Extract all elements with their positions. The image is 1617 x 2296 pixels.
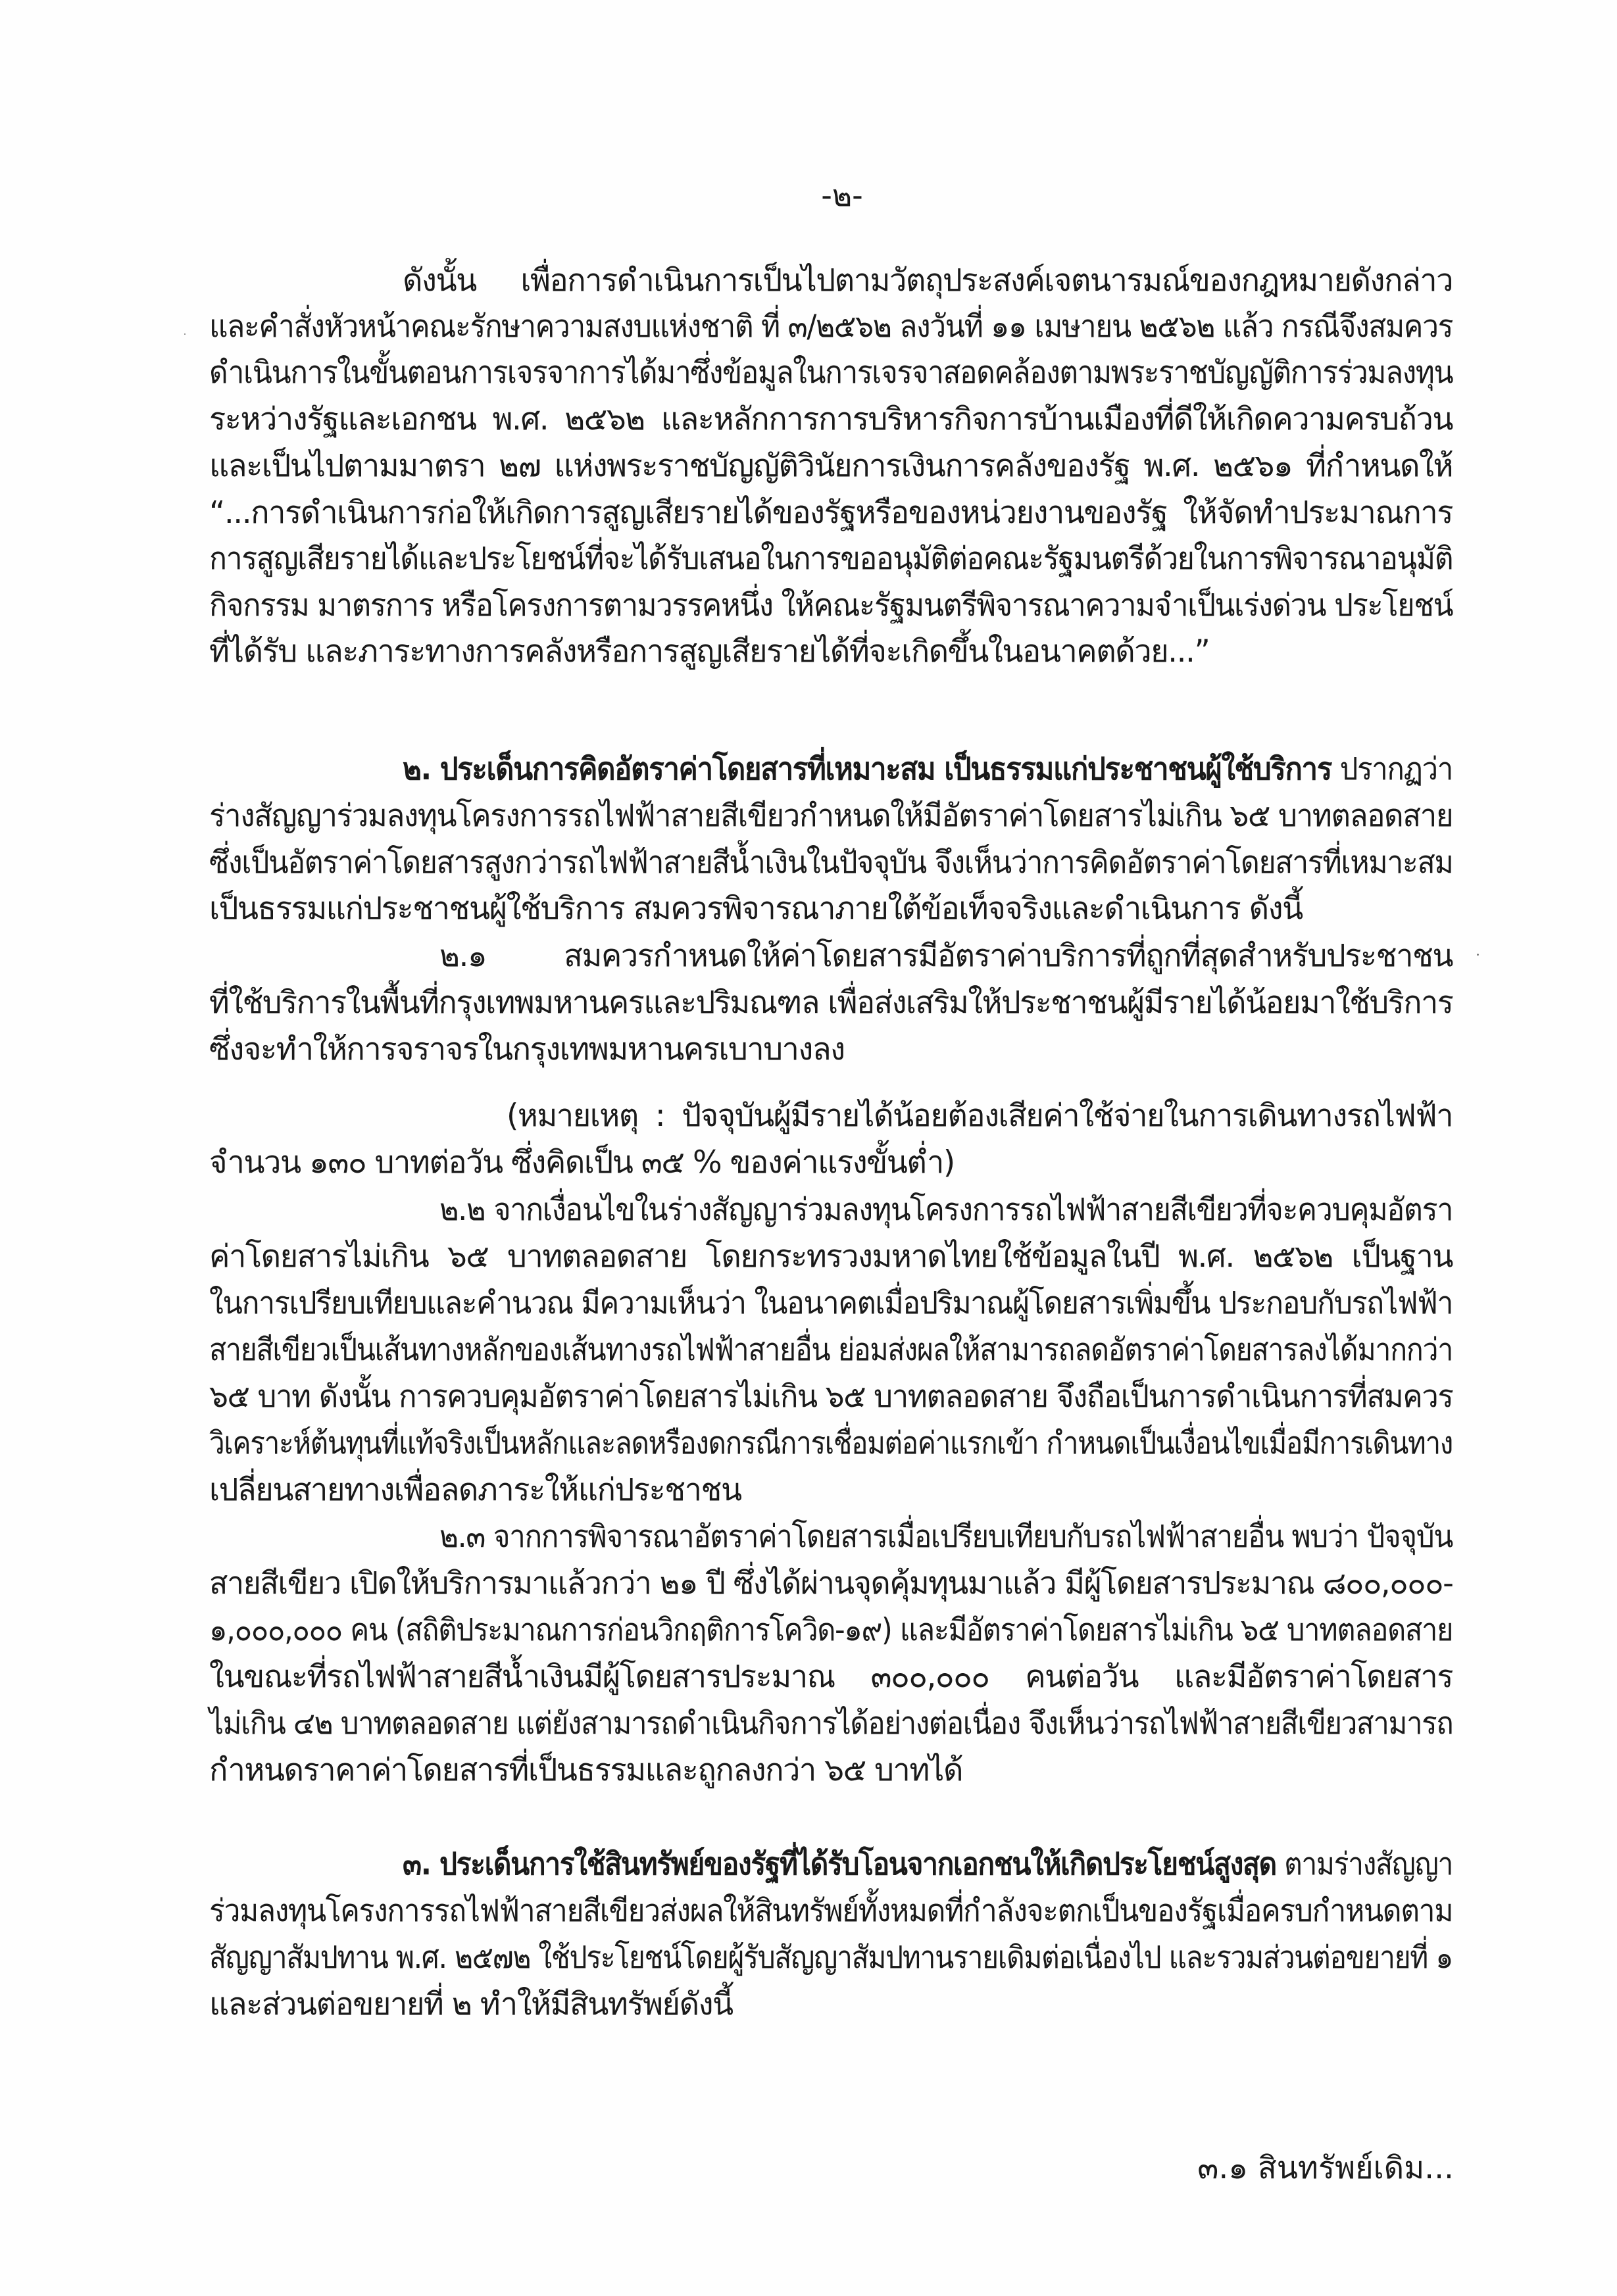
section-heading-rest: ปรากฏว่า — [1331, 751, 1453, 787]
text-line: ดำเนินการในขั้นตอนการเจรจาการได้มาซึ่งข้อมูลในการเจรจาสอดคล้องตามพระราชบัญญัติการร่วมลงทุน — [209, 354, 1453, 391]
quote-line: การสูญเสียรายได้และประโยชน์ที่จะได้รับเสนอในการขออนุมัติต่อคณะรัฐมนตรีด้วยในการพิจารณาอนุมัติ — [209, 541, 1453, 577]
text-line: ๖๕ บาท ดังนั้น การควบคุมอัตราค่าโดยสารไม่เกิน ๖๕ บาทตลอดสาย จึงถือเป็นการดำเนินการที่สมควร — [209, 1379, 1453, 1415]
text-line: สายสีเขียวเป็นเส้นทางหลักของเส้นทางรถไฟฟ้าสายอื่น ย่อมส่งผลให้สามารถลดอัตราค่าโดยสารลงได้มากกว่า — [209, 1332, 1453, 1368]
section-heading-rest: ตามร่างสัญญา — [1276, 1846, 1453, 1882]
quote-line: กิจกรรม มาตรการ หรือโครงการตามวรรคหนึ่ง ให้คณะรัฐมนตรีพิจารณาความจำเป็นเร่งด่วน ประโยชน์ — [209, 587, 1453, 623]
text-line: สายสีเขียว เปิดให้บริการมาแล้วกว่า ๒๑ ปี ซึ่งได้ผ่านจุดคุ้มทุนมาแล้ว มีผู้โดยสารประมาณ ๘๐๐,๐๐๐- — [209, 1565, 1453, 1601]
text-line: ในการเปรียบเทียบและคำนวณ มีความเห็นว่า ในอนาคตเมื่อปริมาณผู้โดยสารเพิ่มขึ้น ประกอบกับรถไฟฟ้า — [209, 1285, 1453, 1321]
subsection-line: ๒.๒ จากเงื่อนไขในร่างสัญญาร่วมลงทุนโครงการรถไฟฟ้าสายสีเขียวที่จะควบคุมอัตรา — [439, 1192, 1453, 1228]
text-line: ในขณะที่รถไฟฟ้าสายสีน้ำเงินมีผู้โดยสารประมาณ ๓๐๐,๐๐๐ คนต่อวัน และมีอัตราค่าโดยสาร — [209, 1659, 1453, 1695]
text-line: ซึ่งเป็นอัตราค่าโดยสารสูงกว่ารถไฟฟ้าสายสีน้ำเงินในปัจจุบัน จึงเห็นว่าการคิดอัตราค่าโดยสารที่เหมาะสม — [209, 844, 1453, 881]
quote-line: ที่ได้รับ และภาระทางการคลังหรือการสูญเสียรายได้ที่จะเกิดขึ้นในอนาคตด้วย...” — [209, 633, 1210, 670]
note-line: (หมายเหตุ : ปัจจุบันผู้มีรายได้น้อยต้องเสียค่าใช้จ่ายในการเดินทางรถไฟฟ้า — [507, 1098, 1453, 1134]
text-line: เป็นธรรมแก่ประชาชนผู้ใช้บริการ สมควรพิจารณาภายใต้ข้อเท็จจริงและดำเนินการ ดังนี้ — [209, 891, 1303, 927]
text-line: และส่วนต่อขยายที่ ๒ ทำให้มีสินทรัพย์ดังนี้ — [209, 1986, 733, 2022]
subsection-line: ๒.๓ จากการพิจารณาอัตราค่าโดยสารเมื่อเปรียบเทียบกับรถไฟฟ้าสายอื่น พบว่า ปัจจุบัน — [439, 1519, 1453, 1555]
text-line: ซึ่งจะทำให้การจราจรในกรุงเทพมหานครเบาบางลง — [209, 1031, 845, 1067]
text-line: ค่าโดยสารไม่เกิน ๖๕ บาทตลอดสาย โดยกระทรวงมหาดไทยใช้ข้อมูลในปี พ.ศ. ๒๕๖๒ เป็นฐาน — [209, 1238, 1453, 1275]
text-line: ไม่เกิน ๔๒ บาทตลอดสาย แต่ยังสามารถดำเนินกิจการได้อย่างต่อเนื่อง จึงเห็นว่ารถไฟฟ้าสายสีเขียวสามารถ — [209, 1705, 1453, 1742]
text-line: ร่วมลงทุนโครงการรถไฟฟ้าสายสีเขียวส่งผลให้สินทรัพย์ทั้งหมดที่กำลังจะตกเป็นของรัฐเมื่อครบกำหนดตาม — [209, 1893, 1453, 1929]
scan-artifact — [184, 333, 186, 335]
text-line: และเป็นไปตามมาตรา ๒๗ แห่งพระราชบัญญัติวินัยการเงินการคลังของรัฐ พ.ศ. ๒๕๖๑ ที่กำหนดให้ — [209, 448, 1453, 484]
text-line: ๑,๐๐๐,๐๐๐ คน (สถิติประมาณการก่อนวิกฤติการโควิด-๑๙) และมีอัตราค่าโดยสารไม่เกิน ๖๕ บาทตลอดสาย — [209, 1612, 1453, 1648]
scan-artifact — [1477, 954, 1479, 956]
page-number: -๒- — [821, 178, 863, 213]
text-line: สัญญาสัมปทาน พ.ศ. ๒๕๗๒ ใช้ประโยชน์โดยผู้รับสัญญาสัมปทานรายเดิมต่อเนื่องไป และรวมส่วนต่อขยายที่ ๑ — [209, 1940, 1453, 1976]
section-title: ๓. ประเด็นการใช้สินทรัพย์ของรัฐที่ได้รับโอนจากเอกชนให้เกิดประโยชน์สูงสุด — [403, 1846, 1276, 1882]
text-line: ระหว่างรัฐและเอกชน พ.ศ. ๒๕๖๒ และหลักการการบริหารกิจการบ้านเมืองที่ดีให้เกิดความครบถ้วน — [209, 401, 1453, 437]
section-heading — [403, 1842, 1453, 1888]
text-line: กำหนดราคาค่าโดยสารที่เป็นธรรมและถูกลงกว่า ๖๕ บาทได้ — [209, 1752, 962, 1788]
text-line: ร่างสัญญาร่วมลงทุนโครงการรถไฟฟ้าสายสีเขียวกำหนดให้มีอัตราค่าโดยสารไม่เกิน ๖๕ บาทตลอดสาย — [209, 798, 1453, 834]
continuation-footer: ๓.๑ สินทรัพย์เดิม... — [1197, 2150, 1454, 2186]
text-line: วิเคราะห์ต้นทุนที่แท้จริงเป็นหลักและลดหรืองดกรณีการเชื่อมต่อค่าแรกเข้า กำหนดเป็นเงื่อนไขเมื่อมีการเดินทาง — [209, 1425, 1453, 1461]
note-line: จำนวน ๑๓๐ บาทต่อวัน ซึ่งคิดเป็น ๓๕ % ของค่าแรงขั้นต่ำ) — [209, 1144, 955, 1181]
subsection-line: ๒.๑ สมควรกำหนดให้ค่าโดยสารมีอัตราค่าบริการที่ถูกที่สุดสำหรับประชาชน — [439, 938, 1453, 974]
text-line: และคำสั่งหัวหน้าคณะรักษาความสงบแห่งชาติ ที่ ๓/๒๕๖๒ ลงวันที่ ๑๑ เมษายน ๒๕๖๒ แล้ว กรณีจึงสมควร — [209, 308, 1453, 345]
text-line: ที่ใช้บริการในพื้นที่กรุงเทพมหานครและปริมณฑล เพื่อส่งเสริมให้ประชาชนผู้มีรายได้น้อยมาใช้บริการ — [209, 985, 1453, 1021]
section-heading — [403, 746, 1453, 793]
section-title: ๒. ประเด็นการคิดอัตราค่าโดยสารที่เหมาะสม เป็นธรรมแก่ประชาชนผู้ใช้บริการ — [403, 751, 1331, 787]
text-line: เปลี่ยนสายทางเพื่อลดภาระให้แก่ประชาชน — [209, 1472, 741, 1508]
text-line: ดังนั้น เพื่อการดำเนินการเป็นไปตามวัตถุประสงค์เจตนารมณ์ของกฎหมายดังกล่าว — [403, 262, 1453, 299]
quote-line: “...การดำเนินการก่อให้เกิดการสูญเสียรายได้ของรัฐหรือของหน่วยงานของรัฐ ให้จัดทำประมาณการ — [209, 495, 1453, 531]
